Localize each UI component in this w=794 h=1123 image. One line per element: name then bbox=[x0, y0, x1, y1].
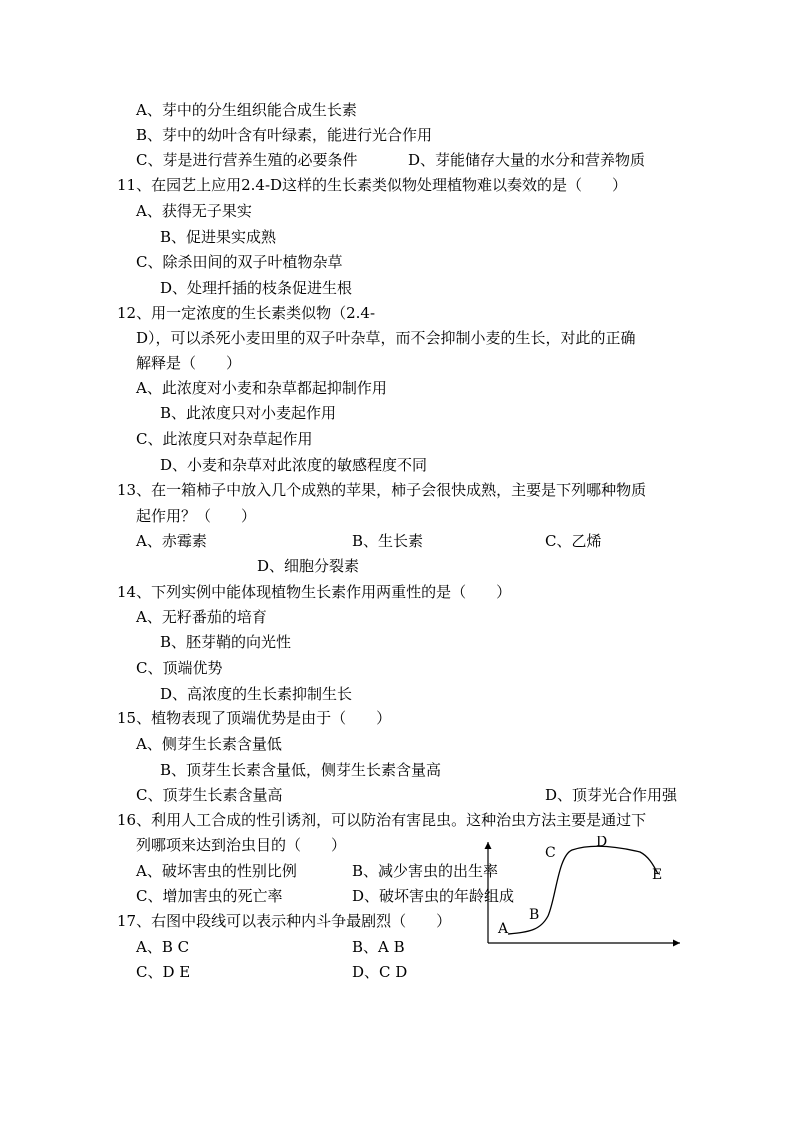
q13-option-a: A、赤霉素 bbox=[136, 532, 207, 550]
point-label-e: E bbox=[652, 867, 663, 883]
q14-option-d: D、高浓度的生长素抑制生长 bbox=[160, 685, 353, 703]
q15-stem: 15、植物表现了顶端优势是由于（ ） bbox=[117, 709, 392, 727]
q10-option-d: D、芽能储存大量的水分和营养物质 bbox=[408, 151, 646, 169]
q12-option-b: B、此浓度只对小麦起作用 bbox=[160, 404, 337, 422]
q15-option-b: B、顶芽生长素含量低，侧芽生长素含量高 bbox=[160, 761, 442, 779]
q16-stem-line2: 列哪项来达到治虫目的（ ） bbox=[136, 836, 347, 854]
q14-option-b: B、胚芽鞘的向光性 bbox=[160, 633, 292, 651]
q12-option-c: C、此浓度只对杂草起作用 bbox=[136, 430, 313, 448]
q13-stem-line1: 13、在一箱柿子中放入几个成熟的苹果，柿子会很快成熟，主要是下列哪种物质 bbox=[117, 481, 647, 499]
q16-stem-line1: 16、利用人工合成的性引诱剂，可以防治有害昆虫。这种治虫方法主要是通过下 bbox=[117, 811, 647, 829]
q12-stem-line1: 12、用一定浓度的生长素类似物（2.4- bbox=[117, 304, 376, 322]
q12-stem-line2: D），可以杀死小麦田里的双子叶杂草，而不会抑制小麦的生长，对此的正确 bbox=[136, 329, 636, 347]
point-label-c: C bbox=[545, 845, 556, 861]
point-label-a: A bbox=[498, 921, 509, 937]
q16-option-c: C、增加害虫的死亡率 bbox=[136, 887, 283, 905]
q11-option-c: C、除杀田间的双子叶植物杂草 bbox=[136, 253, 343, 271]
q10-option-b: B、芽中的幼叶含有叶绿素，能进行光合作用 bbox=[136, 126, 433, 144]
q13-option-d: D、细胞分裂素 bbox=[257, 557, 360, 575]
point-label-b: B bbox=[529, 907, 540, 923]
q14-option-a: A、无籽番茄的培育 bbox=[136, 608, 267, 626]
q15-option-c: C、顶芽生长素含量高 bbox=[136, 786, 283, 804]
q13-option-b: B、生长素 bbox=[352, 532, 424, 550]
q14-stem: 14、下列实例中能体现植物生长素作用两重性的是（ ） bbox=[117, 583, 512, 601]
q12-option-d: D、小麦和杂草对此浓度的敏感程度不同 bbox=[160, 456, 428, 474]
q16-option-b: B、减少害虫的出生率 bbox=[352, 862, 499, 880]
q17-option-d: D、C D bbox=[352, 963, 408, 981]
q16-option-a: A、破坏害虫的性别比例 bbox=[136, 862, 297, 880]
q12-option-a: A、此浓度对小麦和杂草都起抑制作用 bbox=[136, 379, 387, 397]
q11-stem: 11、在园艺上应用2.4-D这样的生长素类似物处理植物难以奏效的是（ ） bbox=[117, 176, 628, 194]
q17-option-b: B、A B bbox=[352, 938, 405, 956]
q10-option-c: C、芽是进行营养生殖的必要条件 bbox=[136, 151, 358, 169]
q13-option-c: C、乙烯 bbox=[545, 532, 602, 550]
q11-option-a: A、获得无子果实 bbox=[136, 202, 252, 220]
q13-stem-line2: 起作用？（ ） bbox=[136, 507, 257, 525]
q10-option-a: A、芽中的分生组织能合成生长素 bbox=[136, 101, 357, 119]
q12-stem-line3: 解释是（ ） bbox=[136, 354, 242, 372]
population-curve-figure bbox=[480, 836, 690, 956]
q16-option-d: D、破坏害虫的年龄组成 bbox=[352, 887, 515, 905]
point-label-d: D bbox=[596, 836, 608, 850]
q17-option-c: C、D E bbox=[136, 963, 191, 981]
q15-option-a: A、侧芽生长素含量低 bbox=[136, 735, 282, 753]
q15-option-d: D、顶芽光合作用强 bbox=[545, 786, 678, 804]
q11-option-b: B、促进果实成熟 bbox=[160, 228, 277, 246]
q14-option-c: C、顶端优势 bbox=[136, 659, 223, 677]
q17-option-a: A、B C bbox=[136, 938, 190, 956]
q11-option-d: D、处理扦插的枝条促进生根 bbox=[160, 279, 353, 297]
q17-stem: 17、右图中段线可以表示种内斗争最剧烈（ ） bbox=[117, 912, 452, 930]
